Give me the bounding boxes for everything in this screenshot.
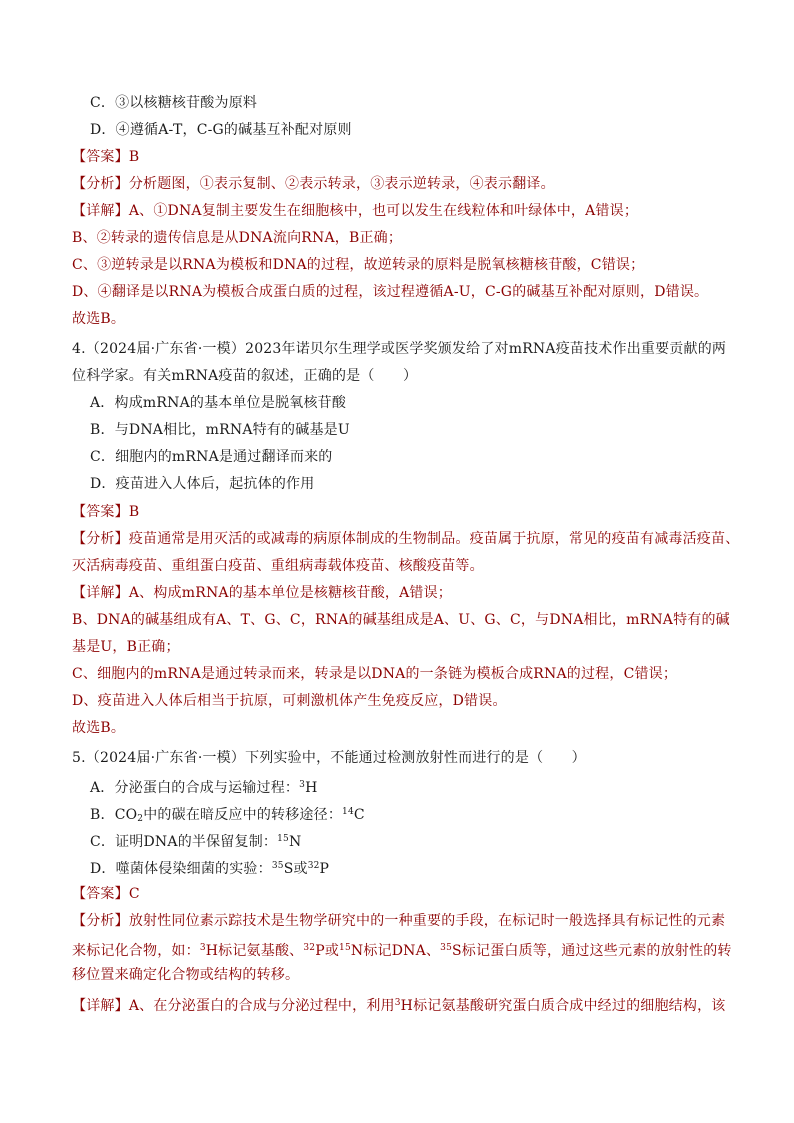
q3-detail-a-line [72,198,734,225]
q5-answer: C [128,886,140,902]
q4-detail-a-line [72,580,734,607]
q5-option-d-element-1: S或 [283,861,308,877]
q5-option-d-element-2: P [319,861,330,877]
q5-analysis-2-mass-4: 35 [440,943,453,953]
q5-option-d-mass-1: 35 [271,861,284,871]
detail-tag: 【详解】 [72,203,129,219]
q5-answer-line [72,881,734,908]
q4-answer-line [72,499,734,526]
answer-tag: 【答案】 [72,886,129,902]
q5-option-a-element: H [305,780,318,796]
q5-analysis-2 [72,935,734,965]
q3-analysis-line [72,171,734,198]
analysis-tag: 【分析】 [72,913,129,929]
q5-detail-a [129,998,726,1014]
q5-detail-a-pre: A、在分泌蛋白的合成与分泌过程中，利用 [128,998,395,1014]
q3-detail-c: C、③逆转录是以RNA为模板和DNA的过程，故逆转录的原料是脱氧核糖核苷酸，C错误； [72,257,645,273]
detail-tag: 【详解】 [72,585,129,601]
q4-detail-a: A、构成mRNA的基本单位是核糖核苷酸，A错误； [128,585,453,601]
q5-option-a-mass: 3 [299,780,306,790]
q4-analysis-1: 疫苗通常是用灭活的或减毒的病原体制成的生物制品。疫苗属于抗原，常见的疫苗有减毒活疫苗、 [128,531,740,547]
q4-conclusion: 故选B。 [72,720,126,736]
q3-detail-b: B、②转录的遗传信息是从DNA流向RNA，B正确； [72,230,403,246]
q5-option-c-mass: 15 [277,834,289,844]
answer-tag: 【答案】 [72,504,129,520]
q4-stem-line-2: 位科学家。有关mRNA疫苗的叙述，正确的是（ ） [72,368,418,384]
q5-detail-a-mass: 3 [394,998,401,1008]
q5-analysis-2-b: H标记氨基酸、 [205,943,304,959]
q5-analysis-1: 放射性同位素示踪技术是生物学研究中的一种重要的手段，在标记时一般选择具有标记性的元素 [128,913,726,929]
analysis-tag: 【分析】 [72,531,129,547]
q3-option-d: D．④遵循A-T，C-G的碱基互补配对原则 [90,122,352,138]
q5-stem: 5.（2024届·广东省·一模）下列实验中，不能通过检测放射性而进行的是（ ） [72,750,586,766]
analysis-tag: 【分析】 [72,176,129,192]
q3-analysis: 分析题图，①表示复制、②表示转录，③表示逆转录，④表示翻译。 [128,176,555,192]
q5-detail-a-post: H标记氨基酸研究蛋白质合成中经过的细胞结构，该 [400,998,726,1014]
q3-detail-a: A、①DNA复制主要发生在细胞核中，也可以发生在线粒体和叶绿体中，A错误； [128,203,639,219]
detail-tag: 【详解】 [72,998,129,1014]
q5-option-b-subscript: 2 [137,814,144,824]
q4-detail-b-1: B、DNA的碱基组成有A、T、G、C，RNA的碱基组成是A、U、G、C，与DNA相比，mRNA特有的碱 [72,612,730,628]
q3-answer: B [128,149,140,165]
q5-option-d [90,853,734,883]
q5-analysis-3: 移位置来确定化合物或结构的转移。 [72,967,300,983]
q4-analysis-2: 灭活病毒疫苗、重组蛋白疫苗、重组病毒载体疫苗、核酸疫苗等。 [72,558,484,574]
q4-option-a: A．构成mRNA的基本单位是脱氧核苷酸 [90,395,347,411]
q5-option-b-mass: 14 [342,807,354,817]
q5-analysis-line-1 [72,908,734,935]
q5-option-b-element: C [353,807,365,823]
q3-answer-line [72,144,734,171]
answer-tag: 【答案】 [72,149,129,165]
q4-detail-c: C、细胞内的mRNA是通过转录而来，转录是以DNA的一条链为模板合成RNA的过程，C错误； [72,666,678,682]
q5-option-a-text: A．分泌蛋白的合成与运输过程： [90,780,300,796]
q3-conclusion: 故选B。 [72,311,126,327]
q5-detail-a-line [72,990,734,1020]
q5-analysis-2-e: S标记蛋白质等，通过这些元素的放射性的转 [452,943,732,959]
q4-answer: B [128,504,140,520]
q5-option-b-text-2: 中的碳在暗反应中的转移途径： [143,807,343,823]
q5-analysis-2-mass-2: 32 [303,943,316,953]
q5-analysis-2-mass-1: 3 [199,943,206,953]
q5-option-b-text: B．CO [90,807,138,823]
q5-option-c [90,826,734,856]
q3-detail-d: D、④翻译是以RNA为模板合成蛋白质的过程，该过程遵循A-U，C-G的碱基互补配对原则，D错误。 [72,284,709,300]
q4-detail-d: D、疫苗进入人体后相当于抗原，可刺激机体产生免疫反应，D错误。 [72,693,507,709]
q5-option-d-text: D．噬菌体侵染细菌的实验： [90,861,272,877]
q5-option-c-element: N [288,834,302,850]
q5-option-d-mass-2: 32 [307,861,320,871]
q5-analysis-2-mass-3: 15 [339,943,351,953]
q5-option-c-text: C．证明DNA的半保留复制： [90,834,278,850]
q5-option-a [90,772,734,802]
q5-analysis-2-a: 来标记化合物，如： [72,943,200,959]
q4-option-b: B．与DNA相比，mRNA特有的碱基是U [90,422,350,438]
q4-analysis-line-1 [72,526,740,553]
q5-analysis-2-d: N标记DNA、 [350,943,441,959]
q4-option-d: D．疫苗进入人体后，起抗体的作用 [90,476,315,492]
q4-detail-b-2: 基是U，B正确； [72,639,180,655]
q5-analysis-2-c: P或 [315,943,340,959]
q4-option-c: C．细胞内的mRNA是通过翻译而来的 [90,449,333,465]
q3-option-c: C．③以核糖核苷酸为原料 [90,95,258,111]
q4-stem-line-1: 4.（2024届·广东省·一模）2023年诺贝尔生理学或医学奖颁发给了对mRNA疫苗技术作出重要贡献的两 [72,341,727,357]
